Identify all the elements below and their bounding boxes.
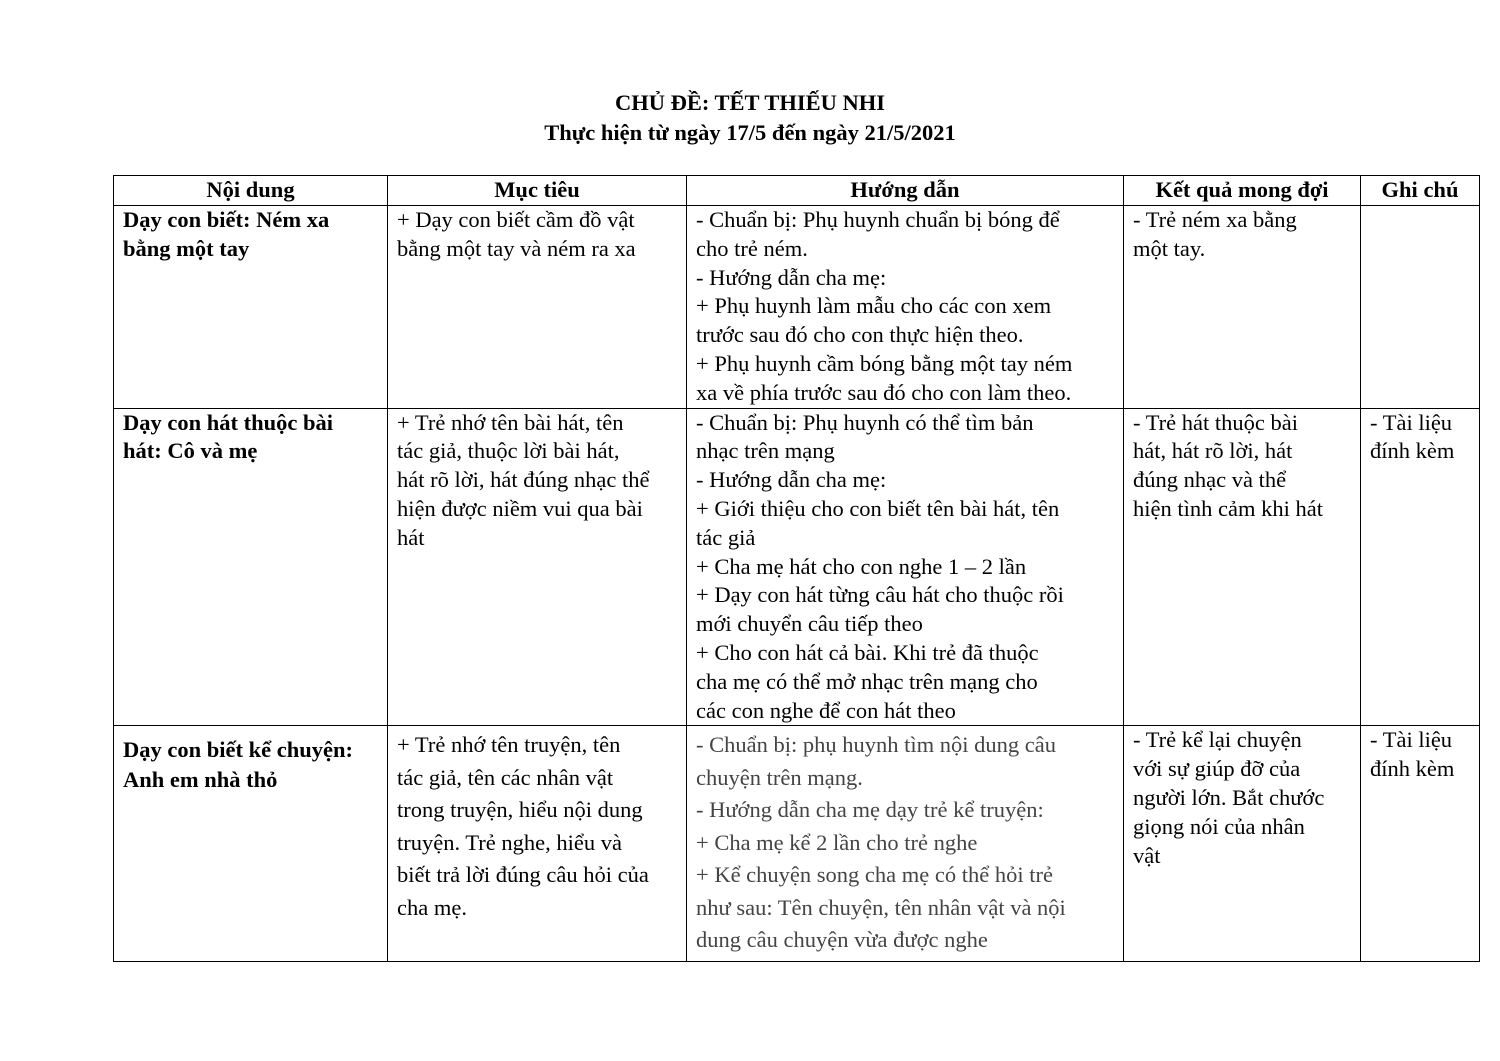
table-row — [114, 206, 1480, 409]
table-row — [114, 408, 1480, 726]
result-cell: - Trẻ hát thuộc bài hát, hát rõ lời, hát đúng nhạc và thể hiện tình cảm khi hát — [1124, 408, 1361, 726]
column-header-guide: Hướng dẫn — [687, 176, 1124, 206]
document-title: CHỦ ĐỀ: TẾT THIẾU NHI — [614, 90, 886, 115]
content-cell: Dạy con biết kể chuyện: Anh em nhà thỏ — [114, 726, 388, 962]
document-subtitle: Thực hiện từ ngày 17/5 đến ngày 21/5/2021 — [544, 120, 956, 145]
goal-cell: + Trẻ nhớ tên truyện, tên tác giả, tên các nhân vật trong truyện, hiểu nội dung truyện. Trẻ nghe, hiểu và biết trả lời đúng câu hỏi của cha mẹ. — [388, 726, 687, 962]
result-cell: - Trẻ kể lại chuyện với sự giúp đỡ của người lớn. Bắt chước giọng nói của nhân vật — [1124, 726, 1361, 962]
column-header-content: Nội dung — [114, 176, 388, 206]
note-cell: - Tài liệu đính kèm — [1361, 726, 1480, 962]
note-cell: - Tài liệu đính kèm — [1361, 408, 1480, 726]
column-header-goal: Mục tiêu — [388, 176, 687, 206]
content-cell: Dạy con hát thuộc bài hát: Cô và mẹ — [114, 408, 388, 726]
lesson-plan-table — [113, 175, 1480, 962]
column-header-result: Kết quả mong đợi — [1124, 176, 1361, 206]
guide-cell: - Chuẩn bị: Phụ huynh chuẩn bị bóng để cho trẻ ném. - Hướng dẫn cha mẹ: + Phụ huynh làm mẫu cho các con xem trước sau đó cho con thực hiện theo. + Phụ huynh cầm bóng bằng một tay ném xa về phía trước sau đó cho con làm theo. — [687, 206, 1124, 409]
content-cell: Dạy con biết: Ném xa bằng một tay — [114, 206, 388, 409]
column-header-note: Ghi chú — [1361, 176, 1480, 206]
guide-cell: - Chuẩn bị: Phụ huynh có thể tìm bản nhạc trên mạng - Hướng dẫn cha mẹ: + Giới thiệu cho con biết tên bài hát, tên tác giả + Cha mẹ hát cho con nghe 1 – 2 lần + Dạy con hát từng câu hát cho thuộc rồi mới chuyển câu tiếp theo + Cho con hát cả bài. Khi trẻ đã thuộc cha mẹ có thể mở nhạc trên mạng cho các con nghe để con hát theo — [687, 408, 1124, 726]
goal-cell: + Trẻ nhớ tên bài hát, tên tác giả, thuộc lời bài hát, hát rõ lời, hát đúng nhạc thể hiện được niềm vui qua bài hát — [388, 408, 687, 726]
goal-cell: + Dạy con biết cầm đồ vật bằng một tay và ném ra xa — [388, 206, 687, 409]
note-cell — [1361, 206, 1480, 409]
document-header — [0, 88, 1500, 148]
guide-cell: - Chuẩn bị: phụ huynh tìm nội dung câu chuyện trên mạng. - Hướng dẫn cha mẹ dạy trẻ kể truyện: + Cha mẹ kể 2 lần cho trẻ nghe + Kể chuyện song cha mẹ có thể hỏi trẻ như sau: Tên chuyện, tên nhân vật và nội dung câu chuyện vừa được nghe — [687, 726, 1124, 962]
table-row — [114, 726, 1480, 962]
result-cell: - Trẻ ném xa bằng một tay. — [1124, 206, 1361, 409]
table-header-row — [114, 176, 1480, 206]
